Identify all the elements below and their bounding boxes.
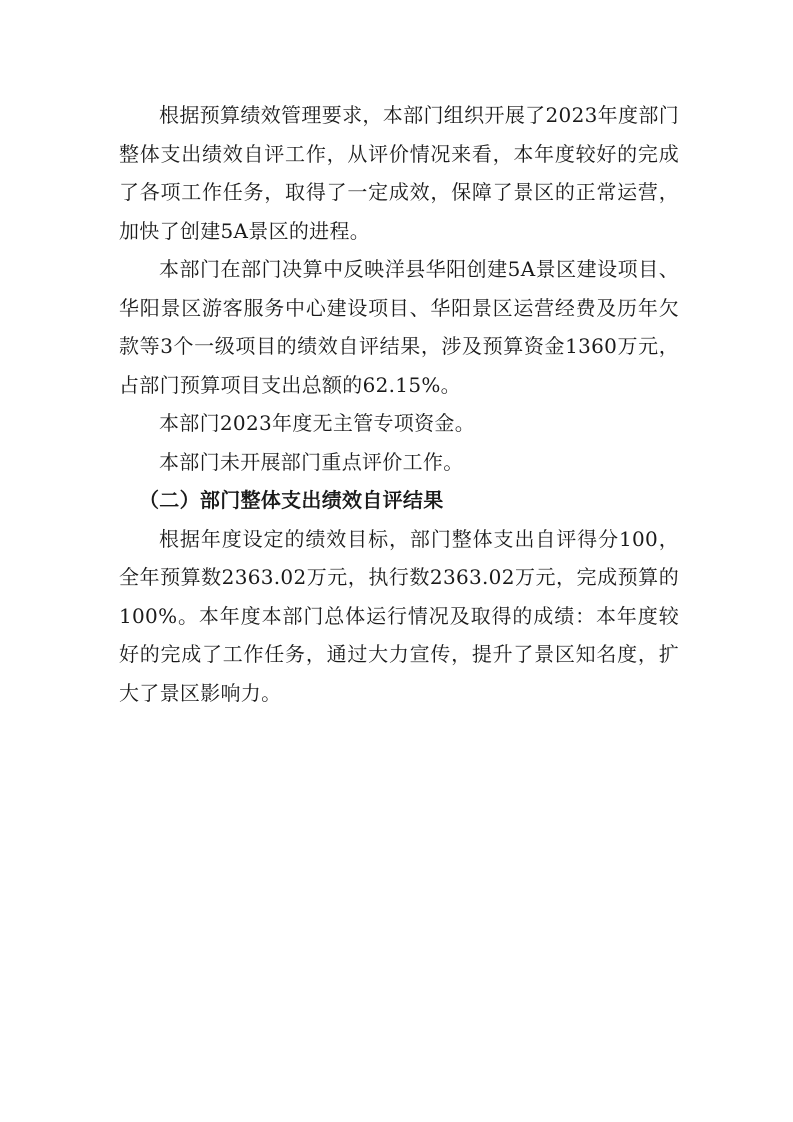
paragraph-overall-results: 根据年度设定的绩效目标，部门整体支出自评得分100，全年预算数2363.02万元，执行数2363.02万元，完成预算的100%。本年度本部门总体运行情况及取得的成绩：本年度较好的完成了工作任务，通过大力宣传，提升了景区知名度，扩大了景区影响力。: [119, 526, 679, 705]
paragraph-project-results: 本部门在部门决算中反映洋县华阳创建5A景区建设项目、华阳景区游客服务中心建设项目、华阳景区运营经费及历年欠款等3个一级项目的绩效自评结果，涉及预算资金1360万元，占部门预算项目支出总额的62.15%。: [119, 257, 679, 397]
paragraph-self-evaluation-overview: 根据预算绩效管理要求，本部门组织开展了2023年度部门整体支出绩效自评工作，从评价情况来看，本年度较好的完成了各项工作任务，取得了一定成效，保障了景区的正常运营，加快了创建5A景区的进程。: [119, 103, 679, 243]
section-heading: （二）部门整体支出绩效自评结果: [139, 488, 444, 512]
paragraph-special-funds: 本部门2023年度无主管专项资金。: [159, 411, 475, 435]
document-body: [119, 96, 679, 712]
paragraph-key-evaluation: 本部门未开展部门重点评价工作。: [159, 449, 464, 474]
